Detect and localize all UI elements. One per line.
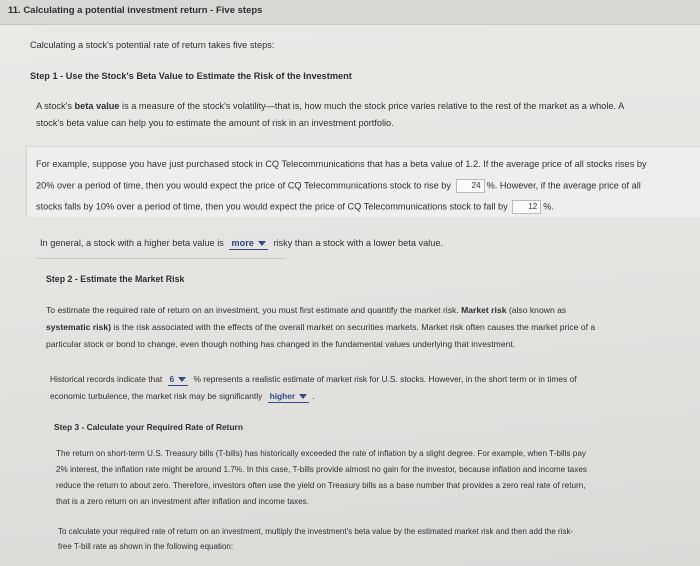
step3-calc-line2: free T-bill rate as shown in the following equation: <box>58 542 234 551</box>
step3-para-line4: that is a zero return on an investment after inflation and income taxes. <box>56 497 310 506</box>
step1-text: is a measure of the stock's volatility—that is, how much the stock price varies relative to the rest of the market as a whole. A <box>119 101 625 111</box>
intro-text: Calculating a stock's potential rate of return takes five steps: <box>30 40 275 50</box>
example-text: 20% over a period of time, then you would expect the price of CQ Telecommunications stock to rise by <box>36 180 452 191</box>
step1-heading: Step 1 - Use the Stock's Beta Value to Estimate the Risk of the Investment <box>30 71 352 81</box>
divider <box>36 258 286 259</box>
dropdown-value: higher <box>269 391 296 401</box>
chevron-down-icon <box>258 241 266 246</box>
beta-value-term: beta value <box>74 101 120 111</box>
title-bar <box>0 0 700 25</box>
example-line1: For example, suppose you have just purchased stock in CQ Telecommunications that has a beta value of 1.2. If the average price of all stocks rises by <box>36 159 647 169</box>
dropdown-value: more <box>231 238 254 248</box>
step2-text: To estimate the required rate of return on an investment, you must first estimate and quantify the market risk. <box>46 305 462 315</box>
market-risk-dropdown[interactable] <box>168 373 189 386</box>
chevron-down-icon <box>299 394 307 399</box>
market-risk-term: Market risk <box>461 305 507 315</box>
example-line2 <box>36 179 641 193</box>
example-line3 <box>36 200 554 214</box>
general-line <box>40 237 443 250</box>
historical-line2 <box>50 390 315 403</box>
example-text: %. <box>543 201 554 212</box>
historical-text: economic turbulence, the market risk may be significantly <box>50 391 263 401</box>
question-title: 11. Calculating a potential investment return - Five steps <box>8 5 263 16</box>
step2-para-line3: particular stock or bond to change, even though nothing has changed in the fundamental values underlying that investment. <box>46 339 516 349</box>
historical-text: % represents a realistic estimate of market risk for U.S. stocks. However, in the short term or in times of <box>193 374 577 384</box>
step3-para-line2: 2% interest, the inflation rate might be around 1.7%. In this case, T-bills provide almost no gain for the investor, because inflation and income taxes <box>56 465 587 474</box>
step1-para-line2: stock's beta value can help you to estimate the amount of risk in an investment portfolio. <box>36 118 394 128</box>
step1-text: A stock's <box>36 101 75 111</box>
step2-text: is the risk associated with the effects of the overall market on securities markets. Market risk often causes the market price of a <box>110 322 596 332</box>
step3-heading: Step 3 - Calculate your Required Rate of Return <box>54 422 243 432</box>
general-text: risky than a stock with a lower beta value. <box>273 238 443 248</box>
risk-level-dropdown[interactable] <box>229 237 267 250</box>
step2-para-line2 <box>46 321 595 333</box>
step3-para-line3: reduce the return to about zero. Therefore, investors often use the yield on Treasury bills as a base number that provides a zero real rate of return, <box>56 481 586 490</box>
example-text: stocks falls by 10% over a period of time, then you would expect the price of CQ Telecommunications stock to fall by <box>36 201 508 212</box>
dropdown-value: 6 <box>169 374 175 384</box>
historical-line1 <box>50 373 577 386</box>
fall-percent-input[interactable]: 12 <box>512 200 541 214</box>
step1-para-line1 <box>36 100 624 112</box>
step2-text: (also known as <box>506 305 567 315</box>
rise-percent-input[interactable]: 24 <box>456 179 485 193</box>
general-text: In general, a stock with a higher beta value is <box>40 238 224 248</box>
short-term-risk-dropdown[interactable] <box>268 390 310 403</box>
chevron-down-icon <box>178 377 186 382</box>
example-text: %. However, if the average price of all <box>486 180 641 191</box>
step3-para-line1: The return on short-term U.S. Treasury bills (T-bills) has historically exceeded the rate of inflation by a slight degree. For example, when T-bills pay <box>56 449 586 458</box>
step2-para-line1 <box>46 304 566 316</box>
historical-text: . <box>312 391 315 401</box>
historical-text: Historical records indicate that <box>50 374 163 384</box>
step2-heading: Step 2 - Estimate the Market Risk <box>46 274 185 284</box>
systematic-risk-term: systematic risk) <box>46 322 111 332</box>
step3-calc-line1: To calculate your required rate of return on an investment, multiply the investment's beta value by the estimated market risk and then add the risk- <box>58 527 574 536</box>
